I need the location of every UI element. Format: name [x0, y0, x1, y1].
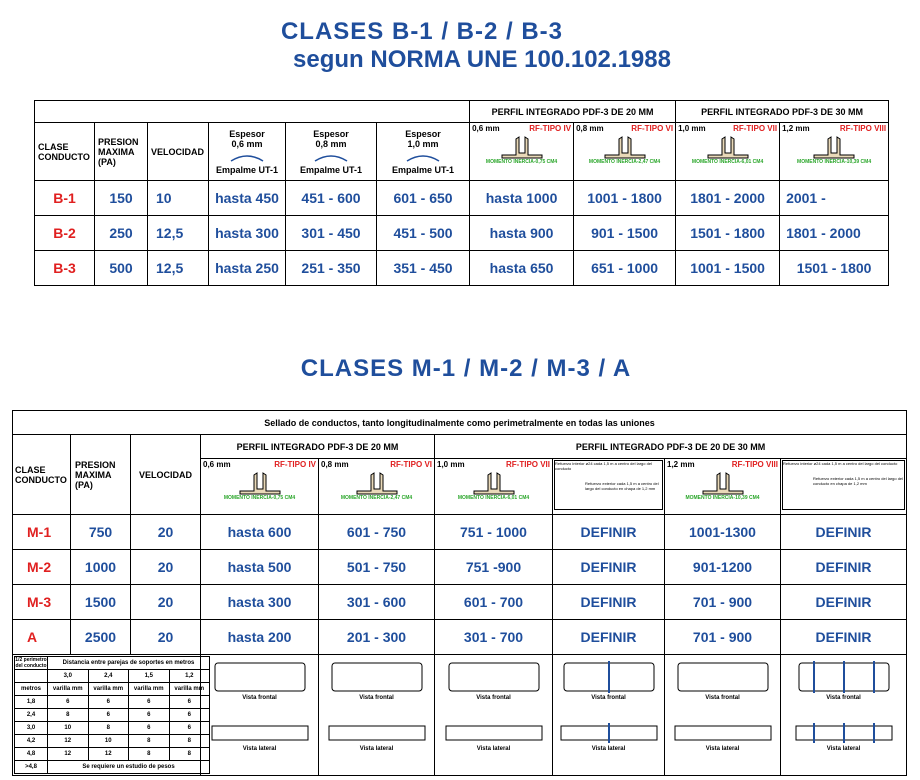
perfil-cell: [676, 123, 780, 181]
dist-cell: 6: [129, 709, 170, 722]
value-cell: hasta 300: [201, 585, 319, 620]
vista-lateral-label: Vista lateral: [705, 746, 740, 752]
frontal-view-icon: [210, 659, 310, 695]
velocidad-cell: 12,5: [148, 251, 209, 286]
table-b-classes: [34, 100, 889, 286]
presion-cell: 1000: [71, 550, 131, 585]
clase-cell: A: [13, 620, 71, 655]
value-cell: 1501 - 1800: [676, 216, 780, 251]
distance-table: [14, 656, 210, 774]
perfil-20-header: PERFIL INTEGRADO PDF-3 DE 20 MM: [201, 435, 435, 459]
perfil-mm: 0,8 mm: [321, 460, 349, 469]
vista-lateral-label: Vista lateral: [591, 746, 626, 752]
value-cell: 901 - 1500: [574, 216, 676, 251]
dist-cell: 8: [88, 722, 129, 735]
table-m-classes: [12, 410, 907, 776]
value-cell: 451 - 600: [286, 181, 377, 216]
espesor-label: Espesor: [405, 128, 441, 139]
perfil-cell: [319, 459, 435, 515]
perfil-tipo: RF-TIPO IV: [274, 460, 316, 469]
value-cell: DEFINIR: [553, 550, 665, 585]
value-cell: hasta 500: [201, 550, 319, 585]
clase-cell: M-3: [13, 585, 71, 620]
perfil-mm: 1,0 mm: [437, 460, 465, 469]
value-cell: 1001 - 1500: [676, 251, 780, 286]
perfil-tipo: RF-TIPO VIII: [731, 460, 778, 469]
espesor-cell: [209, 123, 286, 181]
value-cell: 1001 - 1800: [574, 181, 676, 216]
momento-inercia: MOMENTO INERCIA-10,39 CM4: [685, 495, 760, 501]
dist-cell: 6: [169, 709, 210, 722]
velocidad-cell: 12,5: [148, 216, 209, 251]
profile-section-icon: [595, 133, 655, 159]
col-velocidad: VELOCIDAD: [131, 435, 201, 515]
espesor-value: 1,0 mm: [407, 138, 439, 149]
profile-section-icon: [347, 469, 407, 495]
empalme-label: Empalme UT-1: [392, 164, 455, 175]
dist-varilla: varilla mm: [88, 683, 129, 696]
empalme-icon: [311, 151, 351, 163]
momento-inercia: MOMENTO INERCIA-0,75 CM4: [223, 495, 296, 501]
espesor-value: 0,6 mm: [231, 138, 263, 149]
lateral-view-icon: [673, 720, 773, 746]
dist-cell: 6: [169, 722, 210, 735]
frontal-view-icon: [559, 659, 659, 695]
vista-frontal-label: Vista frontal: [476, 695, 511, 701]
subtitle-norma: segun NORMA UNE 100.102.1988: [293, 46, 671, 73]
vista-cell: [319, 655, 435, 776]
profile-section-icon: [230, 469, 290, 495]
dist-cell: 4,8: [15, 748, 48, 761]
refuerzo-cell: [553, 459, 665, 515]
dist-cell: 8: [48, 709, 89, 722]
dist-metros: metros: [15, 683, 48, 696]
perfil-tipo: RF-TIPO VII: [733, 124, 778, 133]
dist-h1: 1/2 perimetro del conducto: [15, 657, 47, 669]
profile-section-icon: [492, 133, 552, 159]
value-cell: 701 - 900: [665, 585, 781, 620]
momento-inercia: MOMENTO INERCIA-6,01 CM4: [457, 495, 530, 501]
value-cell: hasta 300: [209, 216, 286, 251]
perfil-mm: 0,8 mm: [576, 124, 604, 133]
dist-cell: 6: [88, 696, 129, 709]
clase-cell: B-2: [35, 216, 95, 251]
dist-cell: 6: [88, 709, 129, 722]
value-cell: 601 - 650: [377, 181, 470, 216]
value-cell: DEFINIR: [781, 550, 907, 585]
presion-cell: 750: [71, 515, 131, 550]
vista-cell: [553, 655, 665, 776]
value-cell: hasta 600: [201, 515, 319, 550]
clase-cell: B-1: [35, 181, 95, 216]
lateral-view-icon: [559, 720, 659, 746]
dist-cell: 6: [169, 696, 210, 709]
distance-table-cell: [13, 655, 205, 776]
perfil-cell: [665, 459, 781, 515]
empalme-icon: [227, 151, 267, 163]
frontal-view-icon: [444, 659, 544, 695]
perfil-30-header: PERFIL INTEGRADO PDF-3 DE 30 MM: [676, 101, 889, 123]
dist-varilla: varilla mm: [48, 683, 89, 696]
value-cell: hasta 450: [209, 181, 286, 216]
dist-cell: 6: [129, 696, 170, 709]
perfil-cell: [574, 123, 676, 181]
dist-cell: >4,8: [15, 761, 48, 774]
value-cell: hasta 250: [209, 251, 286, 286]
presion-cell: 2500: [71, 620, 131, 655]
dist-col: 1,2: [169, 670, 210, 683]
vista-frontal-label: Vista frontal: [359, 695, 394, 701]
value-cell: 451 - 500: [377, 216, 470, 251]
value-cell: 651 - 1000: [574, 251, 676, 286]
perfil-mm: 0,6 mm: [472, 124, 500, 133]
value-cell: 601 - 700: [435, 585, 553, 620]
lateral-view-icon: [210, 720, 310, 746]
perfil-tipo: RF-TIPO VI: [631, 124, 674, 133]
dist-cell: 6: [48, 696, 89, 709]
perfil-cell: [470, 123, 574, 181]
lateral-view-icon: [794, 720, 894, 746]
dist-cell: 8: [169, 748, 210, 761]
value-cell: 301 - 450: [286, 216, 377, 251]
frontal-view-icon: [794, 659, 894, 695]
profile-section-icon: [464, 469, 524, 495]
value-cell: DEFINIR: [781, 515, 907, 550]
value-cell: 751 - 1000: [435, 515, 553, 550]
frontal-view-icon: [327, 659, 427, 695]
value-cell: hasta 900: [470, 216, 574, 251]
empalme-label: Empalme UT-1: [299, 164, 363, 175]
espesor-label: Espesor: [229, 128, 265, 139]
perfil-mm: 1,2 mm: [782, 124, 810, 133]
value-cell: hasta 1000: [470, 181, 574, 216]
dist-cell: 1,8: [15, 696, 48, 709]
vista-frontal-label: Vista frontal: [705, 695, 740, 701]
value-cell: 2001 -: [780, 181, 889, 216]
velocidad-cell: 20: [131, 620, 201, 655]
velocidad-cell: 20: [131, 515, 201, 550]
refuerzo-interior-note: Refuerzo interior ø24 cada 1,5 m a centro del largo del conducto: [783, 461, 898, 466]
title-m-classes: CLASES M-1 / M-2 / M-3 / A: [300, 355, 632, 382]
dist-h2: Distancia entre parejas de soportes en metros: [48, 657, 210, 670]
vista-frontal-label: Vista frontal: [826, 695, 861, 701]
espesor-label: Espesor: [313, 128, 349, 139]
clase-cell: M-2: [13, 550, 71, 585]
value-cell: 301 - 600: [319, 585, 435, 620]
momento-inercia: MOMENTO INERCIA-0,75 CM4: [485, 159, 558, 165]
col-clase: CLASE CONDUCTO: [35, 123, 95, 181]
clase-cell: B-3: [35, 251, 95, 286]
velocidad-cell: 10: [148, 181, 209, 216]
value-cell: DEFINIR: [781, 620, 907, 655]
value-cell: DEFINIR: [553, 515, 665, 550]
dist-cell: 6: [129, 722, 170, 735]
momento-inercia: MOMENTO INERCIA-2,47 CM4: [588, 159, 661, 165]
perfil-tipo: RF-TIPO VI: [390, 460, 432, 469]
perfil-20-header: PERFIL INTEGRADO PDF-3 DE 20 MM: [470, 101, 676, 123]
perfil-mm: 1,0 mm: [678, 124, 706, 133]
value-cell: DEFINIR: [553, 585, 665, 620]
dist-cell: 10: [48, 722, 89, 735]
velocidad-cell: 20: [131, 550, 201, 585]
value-cell: 1001-1300: [665, 515, 781, 550]
dist-col: 1,5: [129, 670, 170, 683]
col-presion: PRESION MAXIMA (PA): [95, 123, 148, 181]
momento-inercia: MOMENTO INERCIA-6,01 CM4: [691, 159, 764, 165]
momento-inercia: MOMENTO INERCIA-10,39 CM4: [797, 159, 872, 165]
perfil-2030-header: PERFIL INTEGRADO PDF-3 DE 20 DE 30 MM: [435, 435, 907, 459]
value-cell: 201 - 300: [319, 620, 435, 655]
sellado-note: Sellado de conductos, tanto longitudinalmente como perimetralmente en todas las uniones: [13, 411, 907, 435]
dist-note: Se requiere un estudio de pesos: [48, 761, 210, 774]
presion-cell: 500: [95, 251, 148, 286]
value-cell: 251 - 350: [286, 251, 377, 286]
velocidad-cell: 20: [131, 585, 201, 620]
value-cell: hasta 650: [470, 251, 574, 286]
perfil-cell: [435, 459, 553, 515]
empalme-icon: [403, 151, 443, 163]
presion-cell: 250: [95, 216, 148, 251]
momento-inercia: MOMENTO INERCIA-2,47 CM4: [340, 495, 413, 501]
value-cell: hasta 200: [201, 620, 319, 655]
refuerzo-exterior-note: Refuerzo exterior cada 1,5 m a centro del largo del conducto en chapa de 1,2 mm: [813, 476, 904, 486]
dist-cell: 8: [129, 748, 170, 761]
value-cell: 751 -900: [435, 550, 553, 585]
dist-cell: 12: [48, 748, 89, 761]
perfil-mm: 1,2 mm: [667, 460, 695, 469]
refuerzo-interior-note: Refuerzo interior ø24 cada 1,5 m a centro del largo del conducto: [555, 461, 652, 471]
value-cell: 601 - 750: [319, 515, 435, 550]
col-velocidad: VELOCIDAD: [148, 123, 209, 181]
value-cell: 501 - 750: [319, 550, 435, 585]
vista-lateral-label: Vista lateral: [476, 746, 511, 752]
refuerzo-exterior-note: Refuerzo exterior cada 1,5 m a centro del largo del conducto en chapa de 1,2 mm: [585, 481, 659, 491]
value-cell: 1801 - 2000: [676, 181, 780, 216]
vista-cell: [665, 655, 781, 776]
empalme-label: Empalme UT-1: [215, 164, 279, 175]
vista-lateral-label: Vista lateral: [242, 746, 277, 752]
dist-cell: 8: [129, 735, 170, 748]
dist-cell: 12: [48, 735, 89, 748]
value-cell: DEFINIR: [781, 585, 907, 620]
refuerzo-cell: [781, 459, 907, 515]
presion-cell: 150: [95, 181, 148, 216]
value-cell: 701 - 900: [665, 620, 781, 655]
espesor-cell: [377, 123, 470, 181]
value-cell: 1501 - 1800: [780, 251, 889, 286]
vista-lateral-label: Vista lateral: [826, 746, 861, 752]
perfil-cell: [780, 123, 889, 181]
presion-cell: 1500: [71, 585, 131, 620]
clase-cell: M-1: [13, 515, 71, 550]
value-cell: 901-1200: [665, 550, 781, 585]
perfil-cell: [201, 459, 319, 515]
lateral-view-icon: [327, 720, 427, 746]
vista-cell: [781, 655, 907, 776]
lateral-view-icon: [444, 720, 544, 746]
dist-cell: 4,2: [15, 735, 48, 748]
perfil-tipo: RF-TIPO VIII: [839, 124, 887, 133]
dist-col: 3,0: [48, 670, 89, 683]
vista-lateral-label: Vista lateral: [359, 746, 394, 752]
profile-section-icon: [698, 133, 758, 159]
dist-col: 2,4: [88, 670, 129, 683]
value-cell: 1801 - 2000: [780, 216, 889, 251]
dist-cell: 8: [169, 735, 210, 748]
dist-cell: 2,4: [15, 709, 48, 722]
title-b-classes: CLASES B-1 / B-2 / B-3: [280, 18, 564, 45]
perfil-tipo: RF-TIPO IV: [529, 124, 572, 133]
profile-section-icon: [693, 469, 753, 495]
dist-varilla: varilla mm: [169, 683, 210, 696]
dist-cell: 12: [88, 748, 129, 761]
profile-section-icon: [804, 133, 864, 159]
dist-cell: 3,0: [15, 722, 48, 735]
vista-cell: [435, 655, 553, 776]
frontal-view-icon: [673, 659, 773, 695]
value-cell: 351 - 450: [377, 251, 470, 286]
vista-cell: [201, 655, 319, 776]
perfil-mm: 0,6 mm: [203, 460, 231, 469]
dist-varilla: varilla mm: [129, 683, 170, 696]
espesor-cell: [286, 123, 377, 181]
col-presion: PRESION MAXIMA (PA): [71, 435, 131, 515]
dist-cell: 10: [88, 735, 129, 748]
value-cell: DEFINIR: [553, 620, 665, 655]
perfil-tipo: RF-TIPO VII: [506, 460, 550, 469]
value-cell: 301 - 700: [435, 620, 553, 655]
vista-frontal-label: Vista frontal: [242, 695, 277, 701]
col-clase: CLASE CONDUCTO: [13, 435, 71, 515]
espesor-value: 0,8 mm: [315, 138, 347, 149]
vista-frontal-label: Vista frontal: [591, 695, 626, 701]
